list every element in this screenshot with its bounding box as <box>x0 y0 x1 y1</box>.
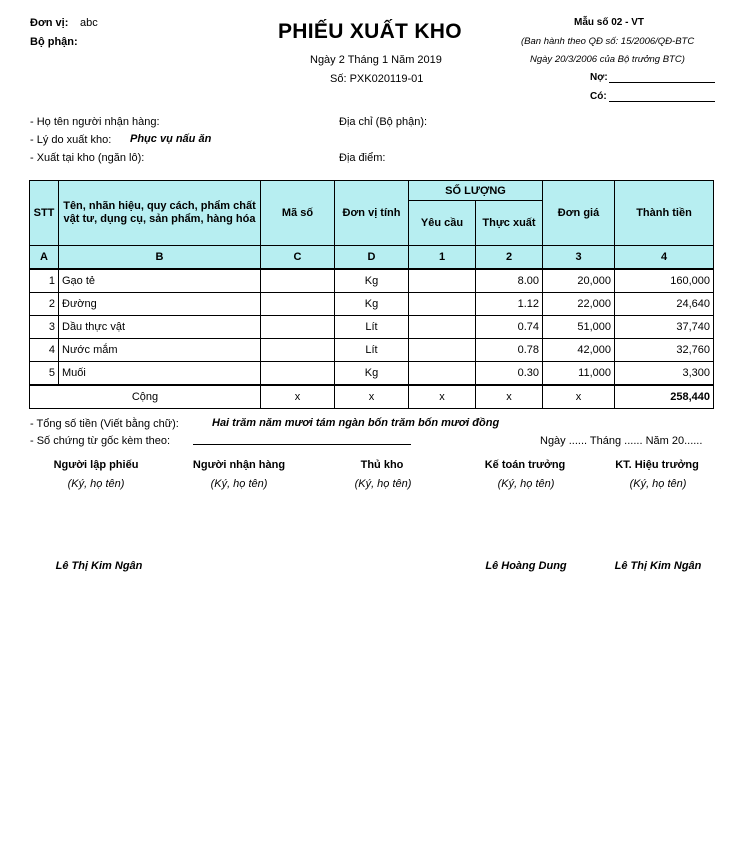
row-amount: 24,640 <box>615 293 714 316</box>
row-price: 51,000 <box>543 316 615 339</box>
row-actual: 0.78 <box>476 339 543 362</box>
receiver-label: - Họ tên người nhận hàng: <box>30 116 160 128</box>
signature-name: Lê Thị Kim Ngân <box>55 560 143 572</box>
row-stt: 1 <box>30 269 59 293</box>
department-label: Bộ phận: <box>30 36 78 48</box>
signature-note: (Ký, họ tên) <box>354 478 412 490</box>
column-code: 2 <box>476 246 543 270</box>
signature-role: KT. Hiệu trưởng <box>615 459 699 471</box>
row-code <box>261 362 335 386</box>
reason-value: Phục vụ nấu ăn <box>130 133 212 145</box>
total-words-value: Hai trăm năm mươi tám ngàn bốn trăm bốn mươi đồng <box>212 417 500 429</box>
row-stt: 3 <box>30 316 59 339</box>
total-requested: x <box>409 385 476 409</box>
page-title: PHIẾU XUẤT KHO <box>278 20 462 43</box>
signature-role: Thủ kho <box>360 459 404 471</box>
row-amount: 3,300 <box>615 362 714 386</box>
row-code <box>261 316 335 339</box>
header-requested: Yêu cầu <box>409 201 476 246</box>
row-stt: 5 <box>30 362 59 386</box>
signature-name: Lê Thị Kim Ngân <box>614 560 702 572</box>
signature-note: (Ký, họ tên) <box>210 478 268 490</box>
signature-note: (Ký, họ tên) <box>67 478 125 490</box>
docs-label: - Số chứng từ gốc kèm theo: <box>30 435 171 447</box>
table-row <box>30 293 714 316</box>
row-price: 20,000 <box>543 269 615 293</box>
row-code <box>261 339 335 362</box>
signature-role: Kế toán trưởng <box>484 459 566 471</box>
row-actual: 0.30 <box>476 362 543 386</box>
column-code: 1 <box>409 246 476 270</box>
row-requested <box>409 293 476 316</box>
total-amount: 258,440 <box>615 385 714 409</box>
column-code: 3 <box>543 246 615 270</box>
unit-value: abc <box>80 17 98 29</box>
row-price: 22,000 <box>543 293 615 316</box>
signature-role: Người nhận hàng <box>192 459 286 471</box>
row-stt: 4 <box>30 339 59 362</box>
column-code: 4 <box>615 246 714 270</box>
regulation-line-2: Ngày 20/3/2006 của Bộ trưởng BTC) <box>530 54 685 65</box>
row-amount: 32,760 <box>615 339 714 362</box>
regulation-line-1: (Ban hành theo QĐ số: 15/2006/QĐ-BTC <box>521 36 695 47</box>
location-label: Địa điểm: <box>339 152 386 164</box>
row-unit: Lít <box>335 316 409 339</box>
row-stt: 2 <box>30 293 59 316</box>
row-item-name: Nước mắm <box>59 339 261 362</box>
form-code: Mẫu số 02 - VT <box>574 17 645 28</box>
docs-line <box>193 434 411 445</box>
row-code <box>261 293 335 316</box>
signature-note: (Ký, họ tên) <box>497 478 555 490</box>
column-code: D <box>335 246 409 270</box>
header-quantity: SỐ LƯỢNG <box>409 181 543 201</box>
row-item-name: Đường <box>59 293 261 316</box>
row-unit: Lít <box>335 339 409 362</box>
row-requested <box>409 339 476 362</box>
row-price: 42,000 <box>543 339 615 362</box>
row-requested <box>409 362 476 386</box>
column-code: B <box>59 246 261 270</box>
table-row <box>30 269 714 293</box>
total-actual: x <box>476 385 543 409</box>
column-code: A <box>30 246 59 270</box>
row-actual: 1.12 <box>476 293 543 316</box>
total-unit: x <box>335 385 409 409</box>
row-unit: Kg <box>335 293 409 316</box>
document-number: Số: PXK020119-01 <box>330 73 424 85</box>
credit-line <box>609 91 715 102</box>
row-item-name: Gạo tẻ <box>59 269 261 293</box>
total-row <box>30 385 714 409</box>
table-row <box>30 362 714 386</box>
row-code <box>261 269 335 293</box>
column-code: C <box>261 246 335 270</box>
row-amount: 37,740 <box>615 316 714 339</box>
reason-label: - Lý do xuất kho: <box>30 134 112 146</box>
header-unit: Đơn vị tính <box>335 181 409 246</box>
row-actual: 0.74 <box>476 316 543 339</box>
table-row <box>30 316 714 339</box>
table-row <box>30 339 714 362</box>
row-price: 11,000 <box>543 362 615 386</box>
row-requested <box>409 316 476 339</box>
sign-date-blank: Ngày ...... Tháng ...... Năm 20...... <box>540 435 703 447</box>
total-code: x <box>261 385 335 409</box>
row-requested <box>409 269 476 293</box>
total-price: x <box>543 385 615 409</box>
debit-line <box>609 72 715 83</box>
document-date: Ngày 2 Tháng 1 Năm 2019 <box>310 54 442 66</box>
address-label: Địa chỉ (Bộ phận): <box>339 116 428 128</box>
header-price: Đơn giá <box>543 181 615 246</box>
signature-note: (Ký, họ tên) <box>629 478 687 490</box>
row-item-name: Dầu thực vật <box>59 316 261 339</box>
total-words-label: - Tổng số tiền (Viết bằng chữ): <box>30 418 179 430</box>
row-actual: 8.00 <box>476 269 543 293</box>
header-code: Mã số <box>261 181 335 246</box>
signature-name: Lê Hoàng Dung <box>485 560 567 572</box>
total-label: Cộng <box>30 385 261 409</box>
row-amount: 160,000 <box>615 269 714 293</box>
credit-label: Có: <box>590 91 607 102</box>
signature-role: Người lập phiếu <box>53 459 139 471</box>
header-stt: STT <box>30 181 59 246</box>
header-item-name: Tên, nhãn hiệu, quy cách, phẩm chất vật tư, dụng cụ, sản phẩm, hàng hóa <box>59 181 261 246</box>
unit-label: Đơn vị: <box>30 17 69 29</box>
header-actual: Thực xuất <box>476 201 543 246</box>
header-amount: Thành tiền <box>615 181 714 246</box>
row-unit: Kg <box>335 269 409 293</box>
row-item-name: Muối <box>59 362 261 386</box>
items-table <box>29 180 714 409</box>
debit-label: Nợ: <box>590 72 608 83</box>
row-unit: Kg <box>335 362 409 386</box>
warehouse-label: - Xuất tại kho (ngăn lô): <box>30 152 145 164</box>
